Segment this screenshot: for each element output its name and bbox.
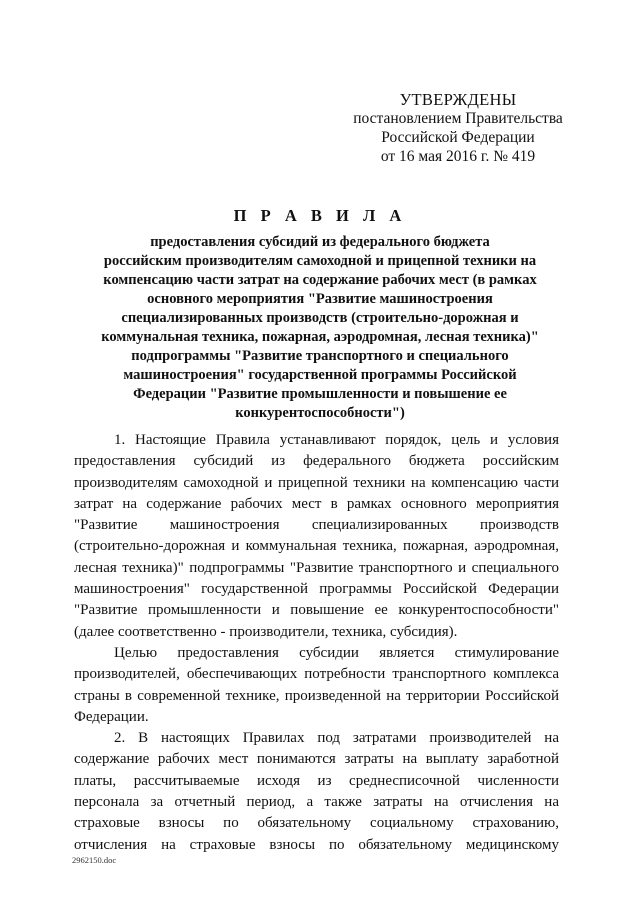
text-line: лесная техника)" подпрограммы "Развитие транспортного и специального: [74, 559, 559, 576]
text-line: "Развитие машиностроения специализированных производств: [74, 517, 559, 534]
subtitle-line: коммунальная техника, пожарная, аэродромная, лесная техника)": [101, 329, 539, 345]
text-line: машиностроения" государственной программы Российской Федерации: [74, 581, 559, 598]
subtitle-line: основного мероприятия "Развитие машиностроения: [147, 291, 493, 307]
text-line: персонала за отчетный период, а также затраты на отчисления на: [74, 794, 559, 811]
subtitle-line: конкурентоспособности"): [235, 405, 405, 421]
document-body: [74, 430, 559, 856]
subtitle-line: подпрограммы "Развитие транспортного и специального: [131, 348, 509, 364]
subtitle-line: Федерации "Развитие промышленности и повышение ее: [133, 386, 507, 402]
text-line: Федерации.: [74, 708, 149, 725]
text-line: Целью предоставления субсидии является стимулирование: [114, 644, 559, 661]
text-line: предоставления субсидий из федерального бюджета российским: [74, 453, 559, 470]
approval-line: от 16 мая 2016 г. № 419: [380, 148, 536, 165]
text-line: 1. Настоящие Правила устанавливают порядок, цель и условия: [114, 432, 559, 448]
text-line: страны в современной технике, произведенной на территории Российской: [74, 687, 559, 704]
document-subtitle: [70, 233, 570, 423]
text-line: платы, рассчитываемые исходя из среднесписочной численности: [74, 772, 559, 789]
approval-line: Российской Федерации: [381, 129, 535, 146]
text-line: затрат на содержание рабочих мест в рамках основного мероприятия: [74, 495, 559, 512]
text-line: содержание рабочих мест понимаются затраты на выплату заработной: [74, 751, 559, 768]
subtitle-line: машиностроения" государственной программы Российской: [123, 367, 517, 383]
approval-line: постановлением Правительства: [353, 110, 563, 127]
subtitle-line: предоставления субсидий из федерального бюджета: [150, 234, 490, 250]
document-filename: 2962150.doc: [72, 855, 117, 865]
text-line: (далее соответственно - производители, техника, субсидия).: [74, 623, 458, 640]
paragraph-3: [74, 728, 559, 856]
text-line: производителям самоходной и прицепной техники на компенсацию части: [74, 474, 559, 491]
subtitle-line: российским производителям самоходной и прицепной техники на: [103, 253, 537, 269]
text-line: отчисления на страховые взносы по обязательному медицинскому: [74, 836, 559, 853]
text-line: страховые взносы по обязательному социальному страхованию,: [74, 815, 559, 832]
document-title: П Р А В И Л А: [233, 206, 407, 225]
approval-block: [330, 90, 586, 166]
paragraph-2: [74, 643, 559, 728]
text-line: "Развитие промышленности и повышение ее конкурентоспособности": [74, 602, 559, 619]
subtitle-line: специализированных производств (строительно-дорожная и: [121, 310, 519, 326]
approval-heading: УТВЕРЖДЕНЫ: [399, 90, 517, 109]
text-line: производителей, обеспечивающих потребности транспортного комплекса: [74, 666, 559, 683]
paragraph-1: [74, 430, 559, 643]
text-line: 2. В настоящих Правилах под затратами производителей на: [114, 730, 559, 747]
text-line: (строительно-дорожная и коммунальная техника, пожарная, аэродромная,: [74, 538, 559, 555]
subtitle-line: компенсацию части затрат на содержание рабочих мест (в рамках: [103, 272, 537, 288]
